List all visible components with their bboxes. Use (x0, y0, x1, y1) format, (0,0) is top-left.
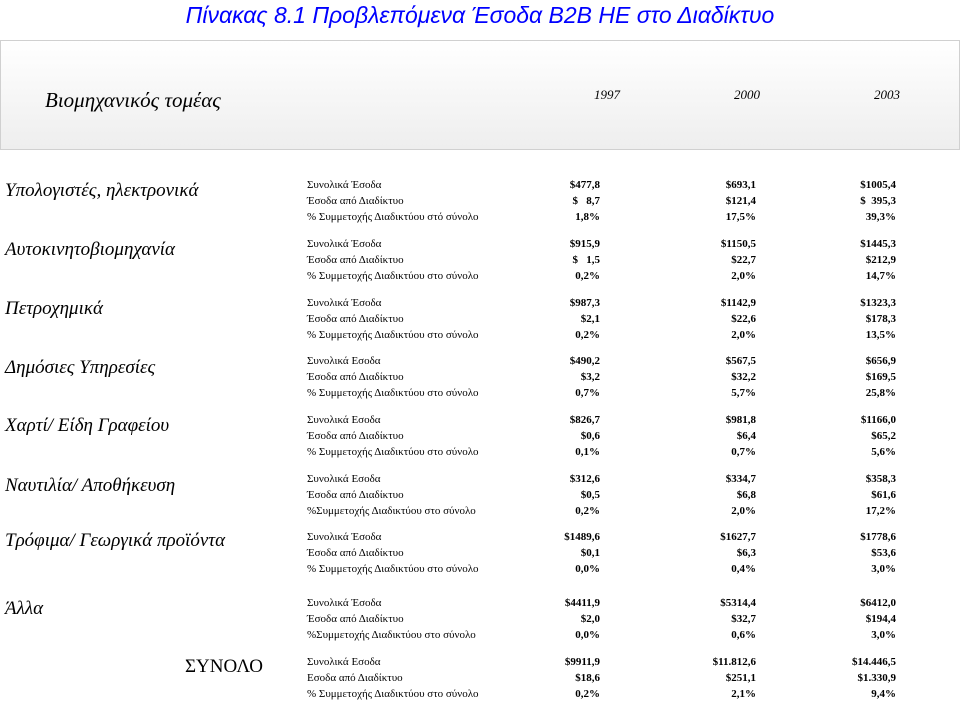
value-cell-2000: $981,8 (725, 414, 756, 426)
value-cell-2000: $121,4 (725, 195, 756, 207)
metric-label: % Συμμετοχής Διαδικτύου στο σύνολο (307, 563, 479, 575)
value-cell-1997: 0,2% (575, 688, 600, 700)
value-cell-1997: $1489,6 (564, 531, 600, 543)
value-cell-2000: 17,5% (725, 211, 756, 223)
value-cell-2000: 0,4% (731, 563, 756, 575)
value-cell-1997: $0,6 (580, 430, 600, 442)
metric-label: Έσοδα από Διαδίκτυο (307, 547, 404, 559)
value-cell-2000: 2,0% (731, 329, 756, 341)
value-cell-2000: 2,0% (731, 505, 756, 517)
value-cell-1997: $ 8,7 (572, 195, 600, 207)
sector-name: Άλλα (5, 598, 44, 619)
value-cell-2003: 25,8% (865, 387, 896, 399)
metric-label: % Συμμετοχής Διαδικτύου στο σύνολο (307, 270, 479, 282)
metric-label: Συνολικά Έσοδα (307, 531, 382, 543)
value-cell-2003: 13,5% (865, 329, 896, 341)
metric-label: Εσοδα από Διαδίκτυο (307, 672, 403, 684)
value-cell-1997: 0,2% (575, 329, 600, 341)
metric-label: % Συμμετοχής Διαδικτύου στο σύνολο (307, 446, 479, 458)
sector-column-header: Βιομηχανικός τομέας (45, 88, 221, 112)
value-cell-1997: $490,2 (569, 355, 600, 367)
value-cell-2003: 14,7% (865, 270, 896, 282)
value-cell-1997: 0,0% (575, 629, 600, 641)
year-header-2003: 2003 (874, 87, 900, 102)
metric-label: Έσοδα από Διαδίκτυο (307, 613, 404, 625)
metric-label: Συνολικά Έσοδα (307, 179, 382, 191)
value-cell-2000: $1142,9 (720, 297, 756, 309)
value-cell-2000: 0,6% (731, 629, 756, 641)
value-cell-1997: $0,1 (580, 547, 600, 559)
value-cell-1997: $3,2 (580, 371, 600, 383)
value-cell-2003: $1778,6 (860, 531, 896, 543)
value-cell-2003: $1.330,9 (857, 672, 896, 684)
metric-label: Συνολικά Εσοδα (307, 414, 381, 426)
total-row-label: ΣΥΝΟΛΟ (185, 656, 264, 677)
value-cell-2003: 3,0% (871, 629, 896, 641)
value-cell-2000: $6,4 (736, 430, 756, 442)
value-cell-1997: $915,9 (569, 238, 600, 250)
value-cell-2000: $567,5 (725, 355, 756, 367)
value-cell-2003: $14.446,5 (852, 656, 896, 668)
value-cell-1997: 0,7% (575, 387, 600, 399)
sector-name: Τρόφιμα/ Γεωργικά προϊόντα (5, 530, 226, 551)
value-cell-1997: 0,1% (575, 446, 600, 458)
metric-label: Συνολικά Εσοδα (307, 355, 381, 367)
value-cell-2003: $1005,4 (860, 179, 896, 191)
value-cell-2003: $65,2 (871, 430, 896, 442)
year-header-1997: 1997 (594, 87, 620, 102)
value-cell-2000: $334,7 (725, 473, 756, 485)
value-cell-2000: $251,1 (725, 672, 756, 684)
value-cell-2000: 5,7% (731, 387, 756, 399)
value-cell-2000: $6,3 (736, 547, 756, 559)
sector-name: Πετροχημικά (5, 298, 103, 319)
sector-name: Δημόσιες Υπηρεσίες (5, 357, 156, 378)
value-cell-2000: 2,1% (731, 688, 756, 700)
value-cell-1997: $9911,9 (564, 656, 600, 668)
value-cell-1997: 0,2% (575, 505, 600, 517)
value-cell-1997: $826,7 (569, 414, 600, 426)
value-cell-2003: $ 395,3 (860, 195, 896, 207)
value-cell-2000: $5314,4 (720, 597, 756, 609)
value-cell-2003: $212,9 (865, 254, 896, 266)
metric-label: Έσοδα από Διαδίκτυο (307, 371, 404, 383)
metric-label: Συνολικά Εσοδα (307, 656, 381, 668)
year-header-2000: 2000 (734, 87, 760, 102)
metric-label: %Συμμετοχής Διαδικτύου στο σύνολο (307, 505, 476, 517)
value-cell-2003: $61,6 (871, 489, 896, 501)
value-cell-2003: $53,6 (871, 547, 896, 559)
value-cell-2003: $1445,3 (860, 238, 896, 250)
value-cell-2003: 17,2% (865, 505, 896, 517)
metric-label: Έσοδα από Διαδίκτυο (307, 313, 404, 325)
metric-label: Έσοδα από Διαδίκτυο (307, 430, 404, 442)
metric-label: Έσοδα από Διαδίκτυο (307, 489, 404, 501)
value-cell-2003: $1166,0 (860, 414, 896, 426)
value-cell-2003: 39,3% (865, 211, 896, 223)
value-cell-2003: $169,5 (865, 371, 896, 383)
metric-label: % Συμμετοχής Διαδικτύου στό σύνολο (307, 211, 479, 223)
value-cell-1997: 1,8% (575, 211, 600, 223)
value-cell-2003: $358,3 (865, 473, 896, 485)
value-cell-1997: $477,8 (569, 179, 600, 191)
metric-label: Έσοδα από Διαδίκτυο (307, 195, 404, 207)
value-cell-1997: $18,6 (575, 672, 600, 684)
metric-label: Συνολικά Εσοδα (307, 473, 381, 485)
value-cell-2000: $6,8 (736, 489, 756, 501)
metric-label: %Συμμετοχής Διαδικτύου στο σύνολο (307, 629, 476, 641)
metric-label: Έσοδα από Διαδίκτυο (307, 254, 404, 266)
value-cell-2003: $656,9 (865, 355, 896, 367)
sector-name: Ναυτιλία/ Αποθήκευση (5, 475, 176, 496)
sector-name: Αυτοκινητοβιομηχανία (5, 239, 176, 260)
metric-label: Συνολικά Έσοδα (307, 297, 382, 309)
metric-label: % Συμμετοχής Διαδικτύου στο σύνολο (307, 688, 479, 700)
value-cell-2000: 2,0% (731, 270, 756, 282)
value-cell-2000: $22,6 (731, 313, 756, 325)
value-cell-2000: 0,7% (731, 446, 756, 458)
value-cell-2003: 3,0% (871, 563, 896, 575)
metric-label: % Συμμετοχής Διαδικτύου στο σύνολο (307, 329, 479, 341)
metric-label: Συνολικά Έσοδα (307, 238, 382, 250)
metric-label: % Συμμετοχής Διαδικτύου στο σύνολο (307, 387, 479, 399)
value-cell-1997: $987,3 (569, 297, 600, 309)
value-cell-2003: $1323,3 (860, 297, 896, 309)
value-cell-2003: 9,4% (871, 688, 896, 700)
value-cell-2000: $693,1 (725, 179, 756, 191)
value-cell-1997: $2,0 (580, 613, 600, 625)
value-cell-1997: 0,0% (575, 563, 600, 575)
value-cell-2003: 5,6% (871, 446, 896, 458)
value-cell-2000: $32,7 (731, 613, 756, 625)
value-cell-1997: 0,2% (575, 270, 600, 282)
value-cell-2003: $178,3 (865, 313, 896, 325)
sector-name: Χαρτί/ Είδη Γραφείου (5, 415, 170, 436)
value-cell-2000: $1627,7 (720, 531, 756, 543)
value-cell-2000: $1150,5 (720, 238, 756, 250)
metric-label: Συνολικά Έσοδα (307, 597, 382, 609)
sector-name: Υπολογιστές, ηλεκτρονικά (5, 180, 199, 201)
value-cell-1997: $4411,9 (564, 597, 600, 609)
value-cell-2000: $22,7 (731, 254, 756, 266)
value-cell-1997: $ 1,5 (572, 254, 600, 266)
value-cell-1997: $2,1 (580, 313, 600, 325)
value-cell-2003: $194,4 (865, 613, 896, 625)
value-cell-1997: $0,5 (580, 489, 600, 501)
page-title: Πίνακας 8.1 Προβλεπόμενα Έσοδα Β2Β ΗΕ στο Διαδίκτυο (185, 2, 775, 28)
value-cell-1997: $312,6 (569, 473, 600, 485)
value-cell-2000: $32,2 (731, 371, 756, 383)
value-cell-2000: $11.812,6 (712, 656, 756, 668)
value-cell-2003: $6412,0 (860, 597, 896, 609)
